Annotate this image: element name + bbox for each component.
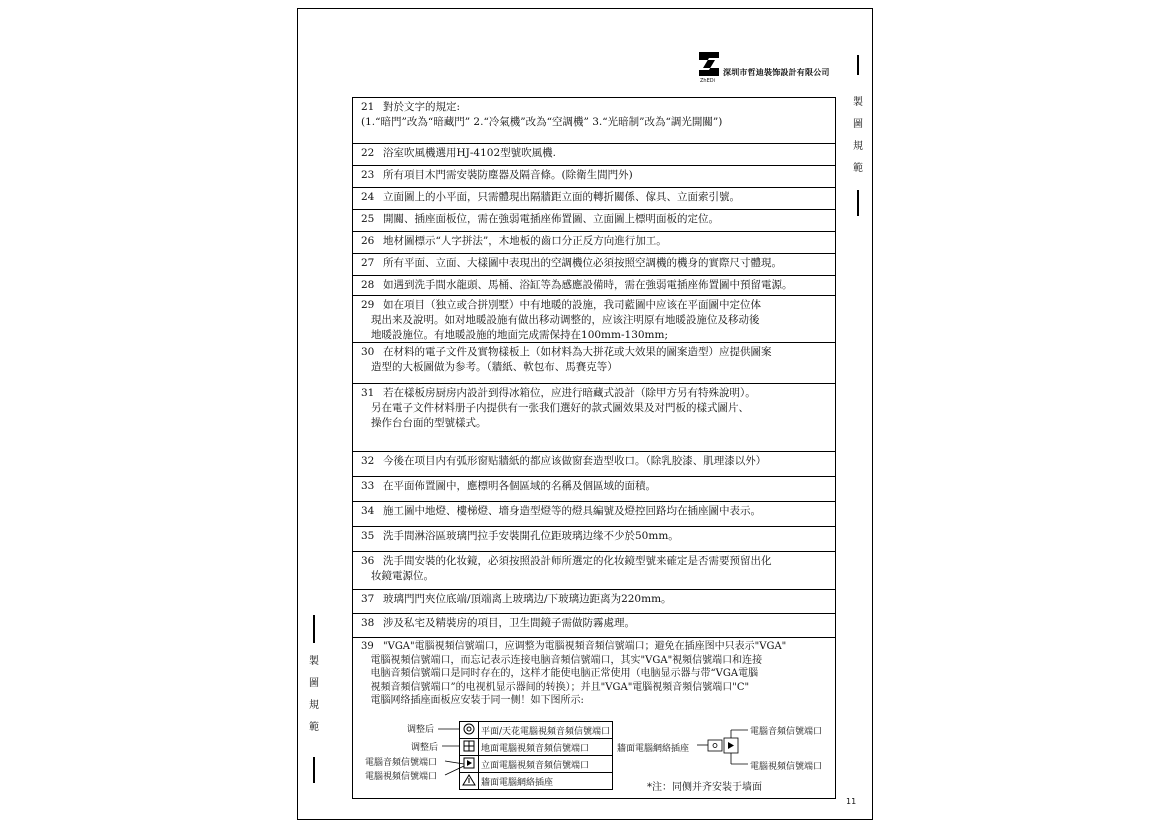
legend-note: *注：同侧并齐安装于墙面 [647,782,762,793]
rule-row-33: 33 在平面佈置圖中，應標明各個區域的名稱及個區域的面積。 [353,477,835,502]
side-label-right: 製 圖 規 範 [853,97,863,174]
rule-row-28: 28 如遇到洗手間水龍頭、馬桶、浴缸等為感應設備時，需在強弱電插座佈置圖中預留電源。 [353,276,835,296]
rule-row-27: 27 所有平面、立面、大樣圖中表現出的空調機位必須按照空調機的機身的實際尺寸體現。 [353,254,835,276]
rule-row-29: 29 如在項目（独立或合拼別墅）中有地暖的設施，我司藍圖中应该在平面圖中定位体 現出来及說明。如对地暖設施有做出移动调整的，应该注明原有地暖設施位及移动後 地暖設施位。有地暖設施的地面完成需保持在100mm-130mm; [353,296,835,343]
side-label-left: 製 圖 規 範 [309,656,319,733]
rule-row-21: 21 對於文字的規定: (1.“暗門”改為“暗藏門” 2.“冷氣機”改為“空調機” 3.“光暗制”改為“調光開關”) [353,98,835,144]
legend-mid-label: 牆面電腦網絡插座 [617,744,690,754]
legend-item-label: 立面電腦視頻音頻信號端口 [479,756,613,773]
rule-row-37: 37 玻璃門門夾位底端/頂端离上玻璃边/下玻璃边距离为220mm。 [353,590,835,614]
rule-row-39: 39 "VGA"電腦視頻信號端口，应调整为電腦視頻音頻信號端口；避免在插座图中只表示"VGA" 電腦視頻信號端口，而忘记表示连接电脑音頻信號端口，其实"VGA"視頻信號端口和连接 电脑音頻信號端口是同时存在的，这样才能使电脑正常使用（电脑显示器与带“VGA電腦 視頻音頻信號端口”的电视机显示器间的转换）；并且"VGA"電腦視頻音頻信號端口"C" 電腦网络插座面板应安装于同一侧！如下图所示: [361,641,787,706]
rule-row-30: 30 在材料的電子文件及實物樣板上（如材料為大拼花或大效果的圖案造型）应提供圖案 造型的大板圖做为参考。（牆紙、軟包布、馬賽克等） [353,343,835,384]
rule-row-26: 26 地材圖標示“人字拼法”，木地板的齒口分正反方向進行加工。 [353,232,835,254]
legend-left-label-4: 電腦視頻信號端口 [365,772,438,782]
rule-row-25: 25 開關、插座面板位，需在強弱電插座佈置圖、立面圖上標明面板的定位。 [353,210,835,232]
rule-row-38: 38 涉及私宅及精裝房的項目，卫生間鏡子需做防霧處理。 [353,614,835,638]
rule-row-34: 34 施工圖中地燈、樓梯燈、墻身造型燈等的燈具編號及燈控回路均在插座圖中表示。 [353,502,835,527]
page-number: 11 [846,797,857,806]
rule-row-24: 24 立面圖上的小平面，只需體現出隔牆距立面的轉折關係、傢具、立面索引號。 [353,188,835,210]
legend-left-label-1: 调整后 [407,725,435,735]
rule-row-23: 23 所有項目木門需安裝防塵器及隔音條。(除衛生間門外) [353,166,835,188]
legend-item-label: 地面電腦視頻音頻信號端口 [479,739,613,756]
legend-right-label-2: 電腦視頻信號端口 [750,762,823,772]
legend-item-label: 平面/天花電腦視頻音頻信號端口 [479,722,613,739]
logo-subtext: ZhEDi [700,78,715,84]
rule-row-36: 36 洗手間安裝的化妆鏡，必須按照設計师所選定的化妆鏡型號来確定是否需要预留出化 妆鏡電源位。 [353,552,835,590]
legend-right-label-1: 電腦音頻信號端口 [750,727,823,737]
legend-left-label-3: 電腦音頻信號端口 [365,758,438,768]
rule-row-32: 32 今後在项目内有弧形窗贴牆紙的都应该做窗套造型收口。（除乳胶漆、肌理漆以外） [353,452,835,477]
rule-row-22: 22 浴室吹風機選用HJ-4102型號吹風機. [353,144,835,166]
legend-item-label: 牆面電腦網絡插座 [479,773,613,790]
legend-left-label-2: 调整后 [411,743,439,753]
rule-row-31: 31 若在樣板房厨房内設計到得冰箱位，应进行暗藏式設計（除甲方另有特殊說明）。 另在電子文件材料册子内提供有一张我们選好的款式圖效果及对門板的樣式圖片、 操作台台面的型號樣式。 [353,384,835,452]
company-name: 深圳市哲迪裝饰設計有限公司 [723,68,830,77]
rule-row-35: 35 洗手間淋浴區玻璃門拉手安裝開孔位距玻璃边缘不少於50mm。 [353,527,835,552]
